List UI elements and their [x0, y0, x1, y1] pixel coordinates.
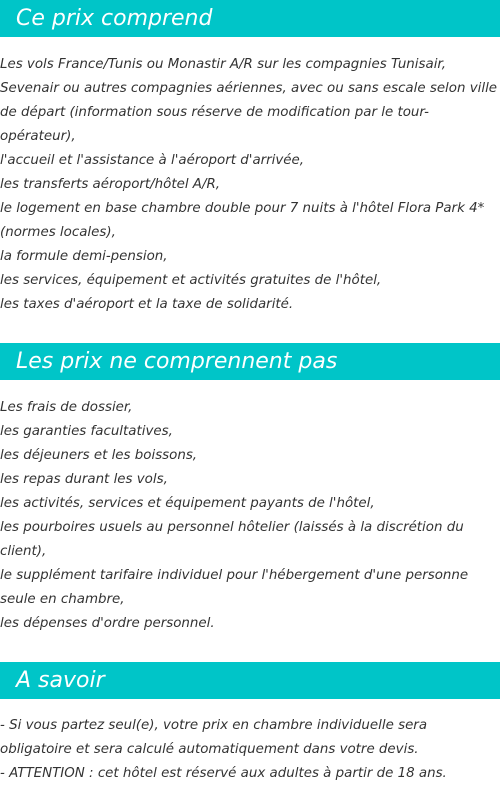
- excluded-item: les garanties facultatives,: [0, 424, 173, 439]
- excluded-list: [0, 396, 500, 636]
- notes-list: [0, 714, 500, 786]
- included-item: Les vols France/Tunis ou Monastir A/R sur les compagnies Tunisair, Sevenair ou autres compagnies aériennes, avec ou sans escale selon ville de départ (information sous réserve de modification par le tour-opérateur),: [0, 57, 498, 144]
- included-item: les taxes d'aéroport et la taxe de solidarité.: [0, 297, 294, 312]
- note-item: - ATTENTION : cet hôtel est réservé aux adultes à partir de 18 ans.: [0, 766, 447, 781]
- excluded-item: les pourboires usuels au personnel hôtelier (laissés à la discrétion du client),: [0, 520, 464, 559]
- included-item: les services, équipement et activités gratuites de l'hôtel,: [0, 273, 382, 288]
- excluded-section: [0, 343, 500, 636]
- notes-header: A savoir: [0, 662, 500, 699]
- included-section: [0, 0, 500, 317]
- excluded-item: les dépenses d'ordre personnel.: [0, 616, 215, 631]
- included-list: [0, 53, 500, 317]
- included-item: les transferts aéroport/hôtel A/R,: [0, 177, 221, 192]
- excluded-item: le supplément tarifaire individuel pour l'hébergement d'une personne seule en chambre,: [0, 568, 469, 607]
- excluded-item: Les frais de dossier,: [0, 400, 133, 415]
- included-item: le logement en base chambre double pour 7 nuits à l'hôtel Flora Park 4* (normes locales),: [0, 201, 485, 240]
- note-item: - Si vous partez seul(e), votre prix en chambre individuelle sera obligatoire et sera calculé automatiquement dans votre devis.: [0, 718, 428, 757]
- included-item: l'accueil et l'assistance à l'aéroport d'arrivée,: [0, 153, 305, 168]
- excluded-item: les activités, services et équipement payants de l'hôtel,: [0, 496, 375, 511]
- excluded-item: les déjeuners et les boissons,: [0, 448, 198, 463]
- included-header: Ce prix comprend: [0, 0, 500, 37]
- included-item: la formule demi-pension,: [0, 249, 168, 264]
- notes-section: [0, 662, 500, 786]
- excluded-header: Les prix ne comprennent pas: [0, 343, 500, 380]
- excluded-item: les repas durant les vols,: [0, 472, 168, 487]
